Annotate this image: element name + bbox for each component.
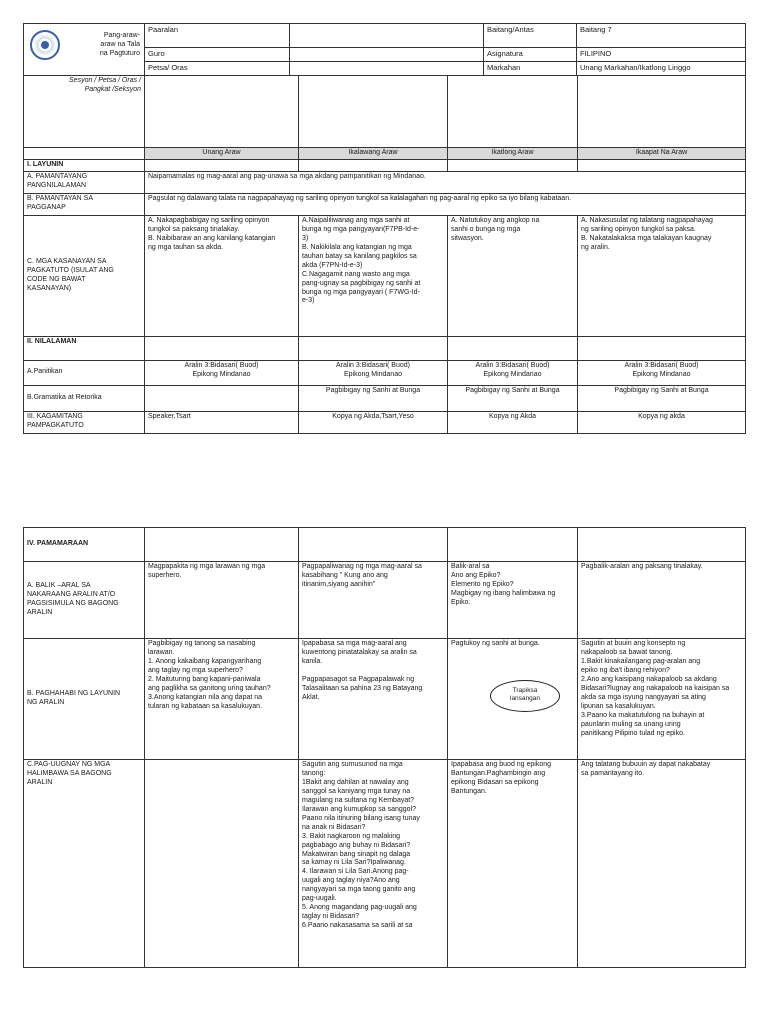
pamamaraan-day2: [299, 528, 448, 562]
balik-aral-day2: Pagpapaliwanag ng mga mag-aaral sa kasabihang " Kung ano ang itinanim,siyang aanihin": [299, 562, 448, 639]
asignatura-label: Asignatura: [484, 48, 577, 62]
header-table: [23, 23, 746, 76]
paghahabi-day2: Ipapabasa sa mga mag-aaral ang kuwentong pinatatalakay sa aralin sa kanila. Pagpapasagot sa Pagpapalawak ng Talasalitaan sa pahina 23 ng Batayang Aklat.: [299, 639, 448, 760]
sesyon-label: Sesyon / Petsa / Oras / Pangkat /Seksyon: [24, 76, 145, 148]
nilalaman-day4: [578, 336, 746, 360]
pamamaraan-day1: [145, 528, 299, 562]
kagamitan-label: III. KAGAMITANG PAMPAGKATUTO: [24, 411, 145, 433]
lesson-table-top: [23, 75, 746, 434]
paguugnay-day3: Ipapabasa ang buod ng epikong Bantungan.Paghambingin ang epikong Bidasari sa epikong Bantungan.: [448, 760, 578, 968]
paguugnay-day2: Sagutin ang sumusunod na mga tanong: 1Bakit ang dahilan at nawalay ang sanggol sa kaniyang mga tunay na magulang na sultana ng Kembayat? Ilarawan ang kumupkop sa sanggol? Paano nila itinuring bilang isang tunay na anak ni Bidasari? 3. Bakit nagkaroon ng malaking pagbabago ang buhay ni Bidasari? Makatwiran bang sinapit ng dalaga sa kamay ni Lila Sari?Ipaliwanag. 4. Ilarawan si Lila Sari.Anong pag- uugali ang taglay niya?Ano ang nangyayari sa mga taong ganito ang pag-uugali. 5. Anong magandang pag-uugali ang taglay ni Bidasari? 6.Paano nakasasama sa sarili at sa: [299, 760, 448, 968]
kasanayan-day3: A. Natutukoy ang angkop na sanhi o bunga ng mga sitwasyon.: [448, 215, 578, 336]
nilalaman-heading: II. NILALAMAN: [24, 336, 145, 360]
balik-aral-day3: Balik-aral sa Ano ang Epiko? Elemento ng Epiko? Magbigay ng ibang halimbawa ng Epiko.: [448, 562, 578, 639]
guro-label: Guro: [145, 48, 290, 62]
kagamitan-day2: Kopya ng Akda,Tsart,Yeso: [299, 411, 448, 433]
balik-aral-day1: Magpapakita ng mga larawan ng mga superhero.: [145, 562, 299, 639]
paguugnay-label: C.PAG-UUGNAY NG MGA HALIMBAWA SA BAGONG ARALIN: [24, 760, 145, 968]
day-header-blank: [24, 148, 145, 160]
pamamaraan-heading: IV. PAMAMARAAN: [24, 528, 145, 562]
sesyon-day1: [145, 76, 299, 148]
day-header-1: Unang Araw: [145, 148, 299, 160]
kasanayan-day1: A. Nakapagbabigay ng sariling opinyon tungkol sa paksang tinalakay. B. Naibibaraw an ang kanilang katangian ng mga tauhan sa akda.: [145, 215, 299, 336]
guro-value: [290, 48, 484, 62]
nilalaman-day2: [299, 336, 448, 360]
logo-cell: [24, 24, 145, 76]
nilalaman-day1: [145, 336, 299, 360]
paghahabi-label: B. PAGHAHABI NG LAYUNIN NG ARALIN: [24, 639, 145, 760]
panitikan-day3: Aralin 3:Bidasari( Buod) Epikong Mindanao: [448, 360, 578, 385]
sesyon-day4: [578, 76, 746, 148]
petsa-value: [290, 62, 484, 76]
paaralan-value: [290, 24, 484, 48]
sesyon-day2: [299, 76, 448, 148]
pagganap-label: B. PAMANTAYAN SA PAGGANAP: [24, 193, 145, 215]
layunin-heading: I. LAYUNIN: [24, 159, 145, 171]
gramatika-day3: Pagbibigay ng Sanhi at Bunga: [448, 385, 578, 411]
kasanayan-day4: A. Nakasusulat ng talatang nagpapahayag ng sariling opinyon tungkol sa paksa. B. Nakatalakaksa mga talakayan kaugnay ng aralin.: [578, 215, 746, 336]
paguugnay-day1: [145, 760, 299, 968]
paghahabi-day3: Pagtukoy ng sanhi at bunga.: [448, 639, 578, 760]
layunin-day4: [578, 159, 746, 171]
trapik-oval-diagram: Trapiksa lansangan: [490, 680, 560, 712]
markahan-value: Unang Markahan/Ikatlong Linggo: [577, 62, 746, 76]
day-header-4: Ikaapat Na Araw: [578, 148, 746, 160]
paguugnay-day4: Ang talatang bubuuin ay dapat nakabatay sa pamantayang ito.: [578, 760, 746, 968]
panitikan-label: A.Panitikan: [24, 360, 145, 385]
kagamitan-day4: Kopya ng akda: [578, 411, 746, 433]
kasanayan-label: C. MGA KASANAYAN SA PAGKATUTO (ISULAT ANG CODE NG BAWAT KASANAYAN): [24, 215, 145, 336]
pamamaraan-day3: [448, 528, 578, 562]
pamantayang-text: Naipamamalas ng mag-aaral ang pag-unawa sa mga akdang pampanitikan ng Mindanao.: [145, 171, 746, 193]
day-header-2: Ikalawang Araw: [299, 148, 448, 160]
panitikan-day4: Aralin 3:Bidasari( Buod) Epikong Mindanao: [578, 360, 746, 385]
paaralan-label: Paaralan: [145, 24, 290, 48]
pagganap-text: Pagsulat ng dalawang talata na nagpapahayag ng sariling opinyon tungkol sa kalalagahan ng pag-aaral ng epiko sa iyo bilang kabataan.: [145, 193, 746, 215]
layunin-day2: [299, 159, 448, 171]
markahan-label: Markahan: [484, 62, 577, 76]
gramatika-day2: Pagbibigay ng Sanhi at Bunga: [299, 385, 448, 411]
balik-aral-day4: Pagbalik-aralan ang paksang tinalakay.: [578, 562, 746, 639]
gramatika-day1: [145, 385, 299, 411]
kagamitan-day3: Kopya ng Akda: [448, 411, 578, 433]
gramatika-day4: Pagbibigay ng Sanhi at Bunga: [578, 385, 746, 411]
kagamitan-day1: Speaker,Tsart: [145, 411, 299, 433]
pamamaraan-day4: [578, 528, 746, 562]
kasanayan-day2: A.Naipaliliwanag ang mga sanhi at bunga ng mga pangyayari(F7PB-Id-e- 3) B. Nakikilala ang katangian ng mga tauhan batay sa kanilang pagkilos sa akda (F7PN-Id-e-3) C.Nagagamit nang wasto ang mga pang-ugnay sa pagbibigay ng sanhi at bunga ng mga pangyayari ( F7WG-Id- e-3): [299, 215, 448, 336]
layunin-day3: [448, 159, 578, 171]
panitikan-day2: Aralin 3:Bidasari( Buod) Epikong Mindanao: [299, 360, 448, 385]
form-title: Pang-araw- araw na Tala na Pagtuturo: [99, 32, 140, 57]
lesson-table-bottom: [23, 527, 746, 968]
asignatura-value: FILIPINO: [577, 48, 746, 62]
balik-aral-label: A. BALIK –ARAL SA NAKARAANG ARALIN AT/O PAGSISIMULA NG BAGONG ARALIN: [24, 562, 145, 639]
paghahabi-day1: Pagbibigay ng tanong sa nasabing larawan. 1. Anong kakaibang kapangyarihang ang taglay ng mga superhero? 2. Maituturing bang kapani-paniwala ang paglikha sa ganitong uring tauhan? 3.Anong katangian nila ang dapat na tularan ng kabataan sa kasalukuyan.: [145, 639, 299, 760]
baitang-value: Baitang 7: [577, 24, 746, 48]
layunin-day1: [145, 159, 299, 171]
gramatika-label: B.Gramatika at Retorika: [24, 385, 145, 411]
paghahabi-day4: Sagutin at buuin ang konsepto ng nakapaloob sa bawat tanong. 1.Bakit kinakailangang pag-aralan ang epiko ng iba't ibang rehiyon? 2.Ano ang kaisipang nakapaloob sa akdang Bidasari?lugnay ang nakapaloob na kaisipan sa akda sa mga isyung nangyayari sa ating lipunan sa kasalukuyan. 3.Paano ka makatutulong na buhayin at paunlarin muling sa unang uring panitikang Pilipino tulad ng epiko.: [578, 639, 746, 760]
nilalaman-day3: [448, 336, 578, 360]
baitang-label: Baitang/Antas: [484, 24, 577, 48]
pamantayang-label: A. PAMANTAYANG PANGNILALAMAN: [24, 171, 145, 193]
petsa-label: Petsa/ Oras: [145, 62, 290, 76]
sesyon-day3: [448, 76, 578, 148]
day-header-3: Ikatlong Araw: [448, 148, 578, 160]
deped-seal-icon: [30, 30, 60, 60]
panitikan-day1: Aralin 3:Bidasari( Buod) Epikong Mindanao: [145, 360, 299, 385]
